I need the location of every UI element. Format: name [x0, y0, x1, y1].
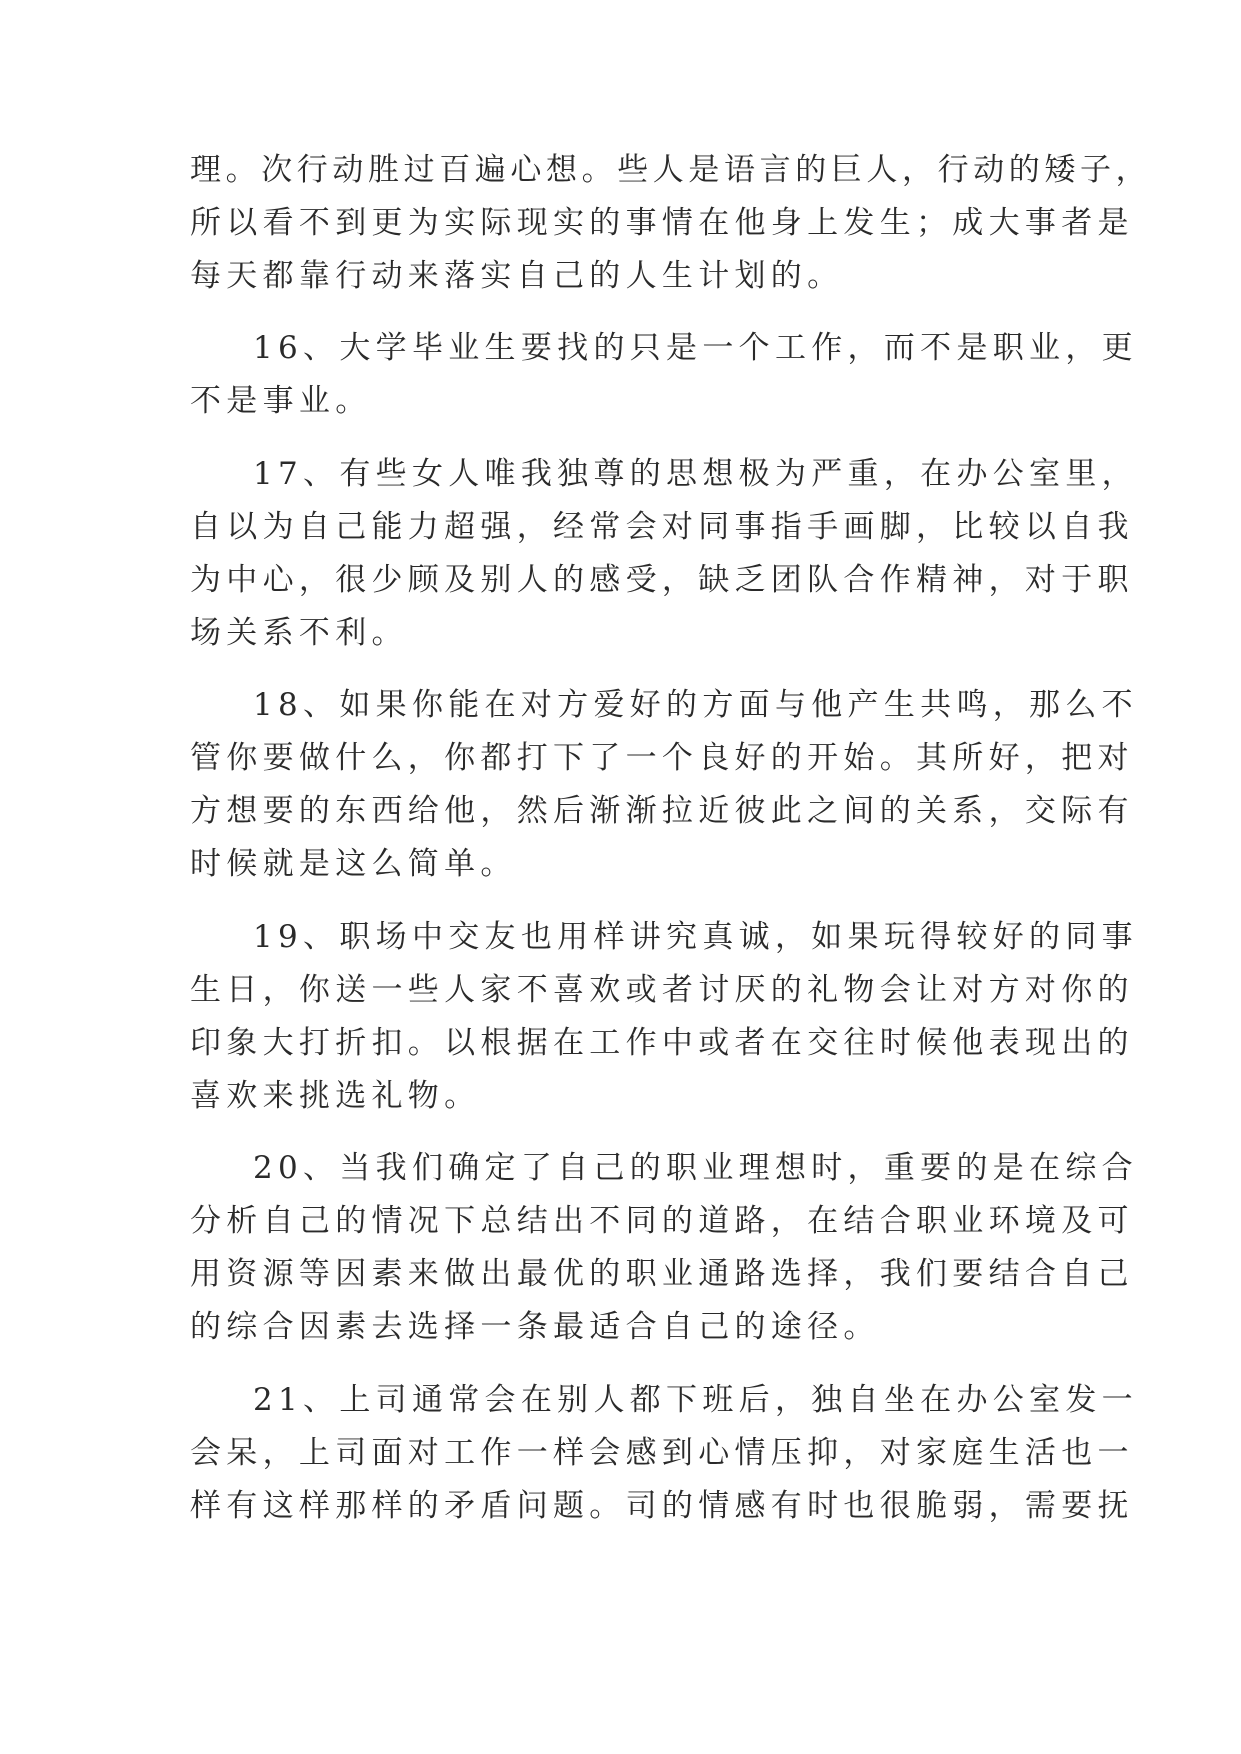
text-line: 18、如果你能在对方爱好的方面与他产生共鸣，那么不 [253, 687, 1138, 723]
text-line: 用资源等因素来做出最优的职业通路选择，我们要结合自己 [190, 1256, 1134, 1292]
text-line: 时候就是这么简单。 [190, 846, 517, 882]
text-line: 方想要的东西给他，然后渐渐拉近彼此之间的关系，交际有 [190, 793, 1134, 829]
text-line: 样有这样那样的矛盾问题。司的情感有时也很脆弱，需要抚 [190, 1488, 1134, 1524]
text-line: 场关系不利。 [190, 615, 408, 651]
text-line: 17、有些女人唯我独尊的思想极为严重，在办公室里， [253, 456, 1138, 492]
text-line: 所以看不到更为实际现实的事情在他身上发生；成大事者是 [190, 205, 1134, 241]
text-line: 16、大学毕业生要找的只是一个工作，而不是职业，更 [253, 330, 1138, 366]
text-line: 为中心，很少顾及别人的感受，缺乏团队合作精神，对于职 [190, 562, 1134, 598]
text-line: 喜欢来挑选礼物。 [190, 1078, 481, 1114]
text-line: 印象大打折扣。以根据在工作中或者在交往时候他表现出的 [190, 1025, 1134, 1061]
text-line: 的综合因素去选择一条最适合自己的途径。 [190, 1309, 880, 1345]
text-line: 管你要做什么，你都打下了一个良好的开始。其所好，把对 [190, 740, 1134, 776]
text-line: 分析自己的情况下总结出不同的道路，在结合职业环境及可 [190, 1203, 1134, 1239]
text-line: 理。次行动胜过百遍心想。些人是语言的巨人，行动的矮子， [190, 152, 1152, 188]
text-line: 20、当我们确定了自己的职业理想时，重要的是在综合 [253, 1150, 1138, 1186]
text-line: 21、上司通常会在别人都下班后，独自坐在办公室发一 [253, 1382, 1138, 1418]
text-line: 19、职场中交友也用样讲究真诚，如果玩得较好的同事 [253, 919, 1138, 955]
text-line: 自以为自己能力超强，经常会对同事指手画脚，比较以自我 [190, 509, 1134, 545]
text-line: 不是事业。 [190, 383, 372, 419]
text-line: 会呆，上司面对工作一样会感到心情压抑，对家庭生活也一 [190, 1435, 1134, 1471]
text-line: 生日，你送一些人家不喜欢或者讨厌的礼物会让对方对你的 [190, 972, 1134, 1008]
text-line: 每天都靠行动来落实自己的人生计划的。 [190, 258, 844, 294]
